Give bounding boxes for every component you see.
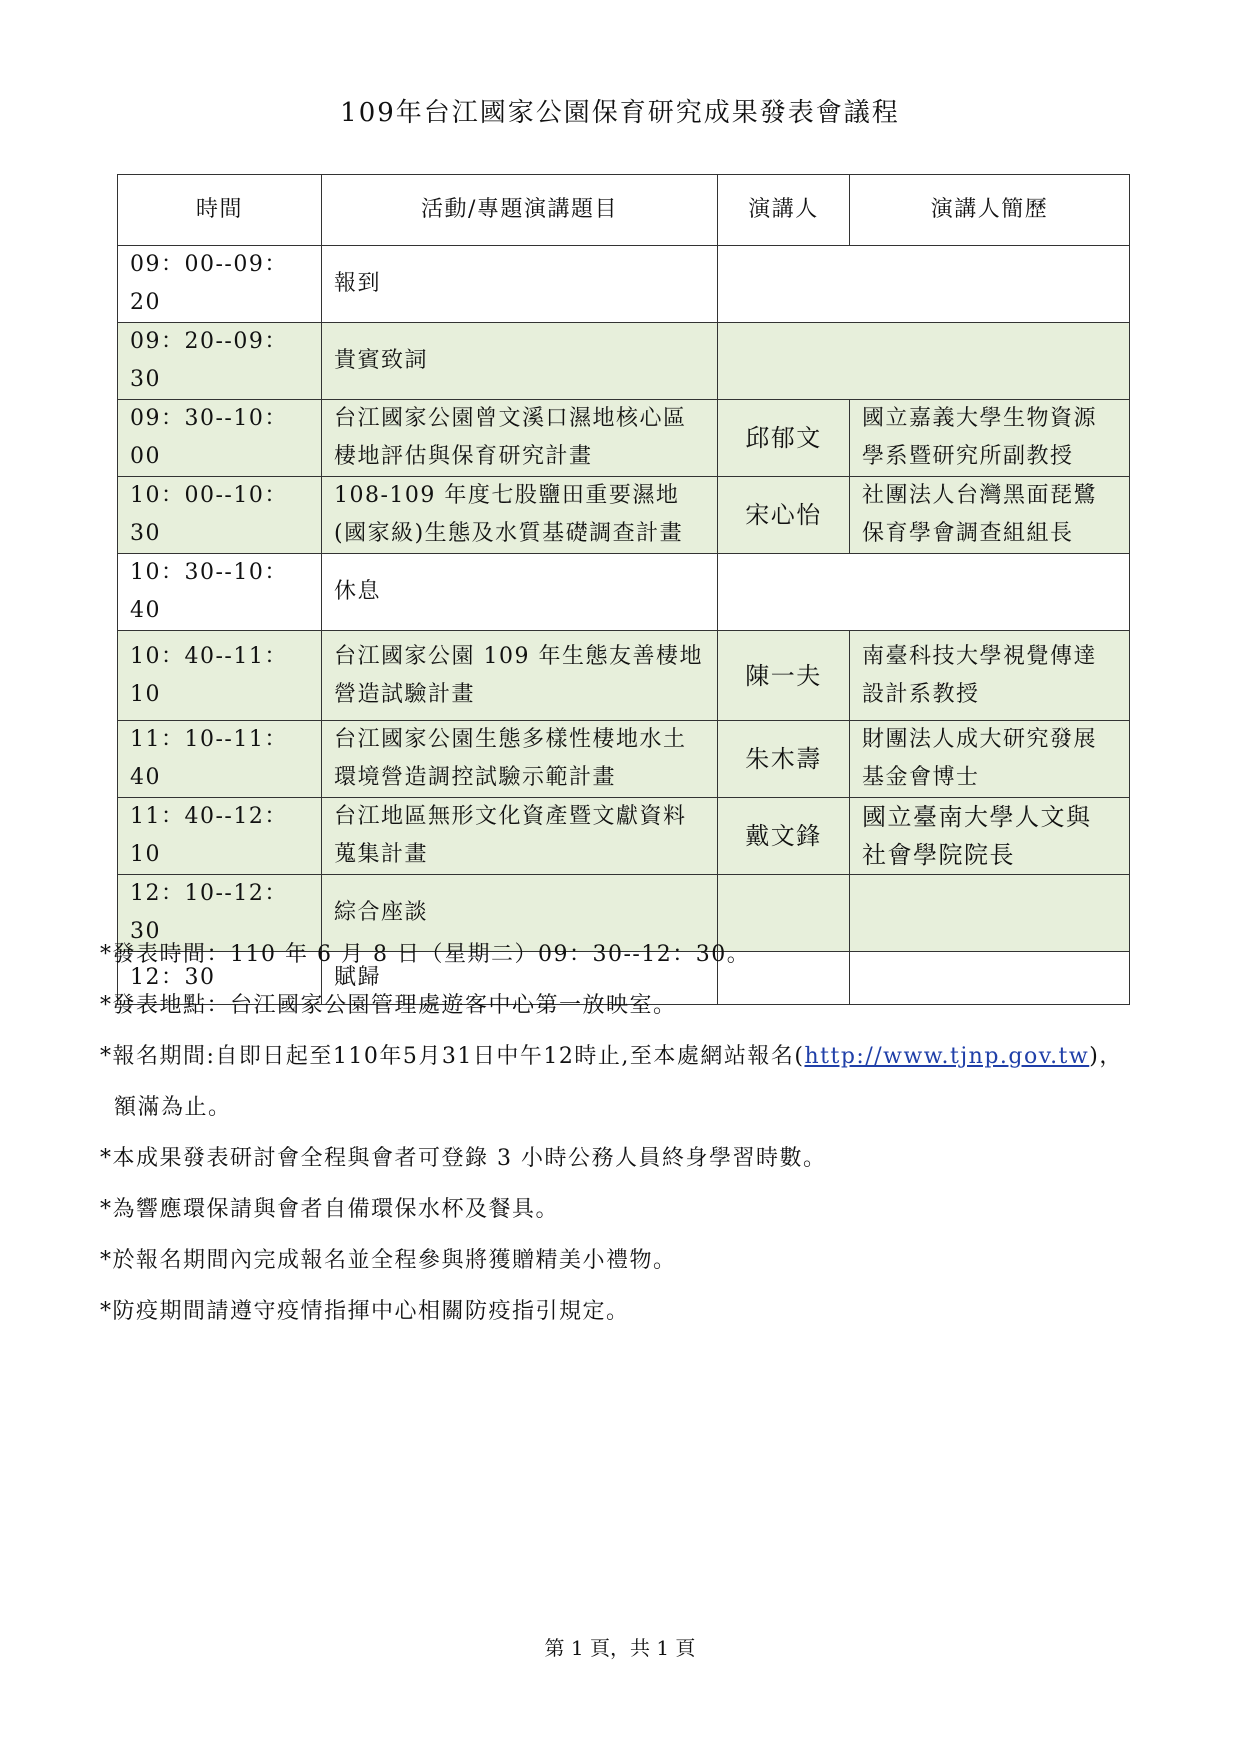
topic-line: 棲地評估與保育研究計畫 [334, 444, 593, 469]
table-row [118, 477, 1130, 554]
note-epidemic: *防疫期間請遵守疫情指揮中心相關防疫指引規定。 [100, 1299, 630, 1324]
bio-line: 國立臺南大學人文與 [862, 803, 1092, 831]
note-learning-hours: *本成果發表研討會全程與會者可登錄 3 小時公務人員終身學習時數。 [100, 1146, 827, 1171]
agenda-table [117, 174, 1130, 1005]
cell-empty [718, 323, 1130, 400]
topic-line: (國家級)生態及水質基礎調查計畫 [334, 521, 684, 546]
cell-time: 09：30--10：00 [118, 400, 322, 477]
note-registration [100, 1037, 1180, 1088]
page-footer: 第 1 頁，共 1 頁 [544, 1636, 696, 1660]
cell-topic: 賦歸 [322, 952, 718, 1005]
cell-topic [322, 400, 718, 477]
cell-topic: 貴賓致詞 [322, 323, 718, 400]
table-row [118, 554, 1130, 631]
cell-empty [718, 554, 1130, 631]
cell-time: 09：20--09：30 [118, 323, 322, 400]
note-registration-prefix: *報名期間:自即日起至110年5月31日中午12時止,至本處網站報名( [100, 1044, 805, 1069]
cell-speaker: 戴文鋒 [718, 798, 850, 875]
cell-bio [850, 721, 1130, 798]
topic-line: 108-109 年度七股鹽田重要濕地 [334, 483, 680, 508]
bio-line: 南臺科技大學視覺傳達 [862, 643, 1098, 669]
bio-line: 社會學院院長 [862, 841, 1015, 869]
cell-speaker: 朱木壽 [718, 721, 850, 798]
bio-line: 保育學會調查組組長 [862, 521, 1074, 546]
cell-topic [322, 798, 718, 875]
header-bio: 演講人簡歷 [850, 175, 1130, 246]
bio-line: 基金會博士 [862, 765, 980, 790]
topic-line: 蒐集計畫 [334, 842, 429, 867]
cell-time: 10：30--10：40 [118, 554, 322, 631]
cell-bio [850, 477, 1130, 554]
topic-line: 台江國家公園生態多樣性棲地水土 [334, 727, 687, 752]
cell-time: 11：10--11：40 [118, 721, 322, 798]
cell-topic: 報到 [322, 246, 718, 323]
cell-time: 10：40--11：10 [118, 631, 322, 721]
cell-time: 12：10--12：30 [118, 875, 322, 952]
note-registration-suffix: )， [1089, 1044, 1123, 1069]
bio-line: 財團法人成大研究發展 [862, 727, 1098, 752]
table-row [118, 721, 1130, 798]
cell-topic: 休息 [322, 554, 718, 631]
table-row [118, 323, 1130, 400]
note-venue: *發表地點：台江國家公園管理處遊客中心第一放映室。 [100, 993, 677, 1018]
bio-line: 學系暨研究所副教授 [862, 444, 1074, 469]
cell-bio [850, 798, 1130, 875]
cell-speaker: 邱郁文 [718, 400, 850, 477]
note-gift: *於報名期間內完成報名並全程參與將獲贈精美小禮物。 [100, 1248, 677, 1273]
page-title: 109年台江國家公園保育研究成果發表會議程 [340, 98, 900, 128]
cell-topic [322, 631, 718, 721]
table-row [118, 246, 1130, 323]
cell-time: 12：30 [118, 952, 322, 1005]
note-eco: *為響應環保請與會者自備環保水杯及餐具。 [100, 1197, 560, 1222]
cell-speaker: 陳一夫 [718, 631, 850, 721]
registration-link[interactable]: http://www.tjnp.gov.tw [804, 1044, 1090, 1069]
topic-line: 台江地區無形文化資產暨文獻資料 [334, 804, 687, 829]
bio-line: 國立嘉義大學生物資源 [862, 406, 1098, 431]
cell-empty [718, 246, 1130, 323]
bio-line: 社團法人台灣黑面琵鷺 [862, 483, 1098, 508]
cell-topic [322, 721, 718, 798]
cell-bio [850, 631, 1130, 721]
cell-topic: 綜合座談 [322, 875, 718, 952]
topic-line: 環境營造調控試驗示範計畫 [334, 765, 617, 790]
header-speaker: 演講人 [718, 175, 850, 246]
cell-time: 11：40--12：10 [118, 798, 322, 875]
table-header-row [118, 175, 1130, 246]
table-row [118, 798, 1130, 875]
cell-time: 09：00--09：20 [118, 246, 322, 323]
topic-line: 台江國家公園 109 年生態友善棲地 [334, 643, 703, 669]
cell-bio [850, 400, 1130, 477]
cell-time: 10：00--10：30 [118, 477, 322, 554]
header-topic: 活動/專題演講題目 [322, 175, 718, 246]
note-presentation-time: *發表時間：110 年 6 月 8 日（星期二）09：30--12：30。 [100, 942, 751, 967]
cell-speaker: 宋心怡 [718, 477, 850, 554]
header-time: 時間 [118, 175, 322, 246]
note-registration-cont: 額滿為止。 [114, 1095, 232, 1120]
table-row [118, 631, 1130, 721]
table-row [118, 400, 1130, 477]
topic-line: 營造試驗計畫 [334, 681, 476, 707]
cell-topic [322, 477, 718, 554]
bio-line: 設計系教授 [862, 681, 980, 707]
topic-line: 台江國家公園曾文溪口濕地核心區 [334, 406, 687, 431]
notes-section [100, 935, 1180, 1343]
